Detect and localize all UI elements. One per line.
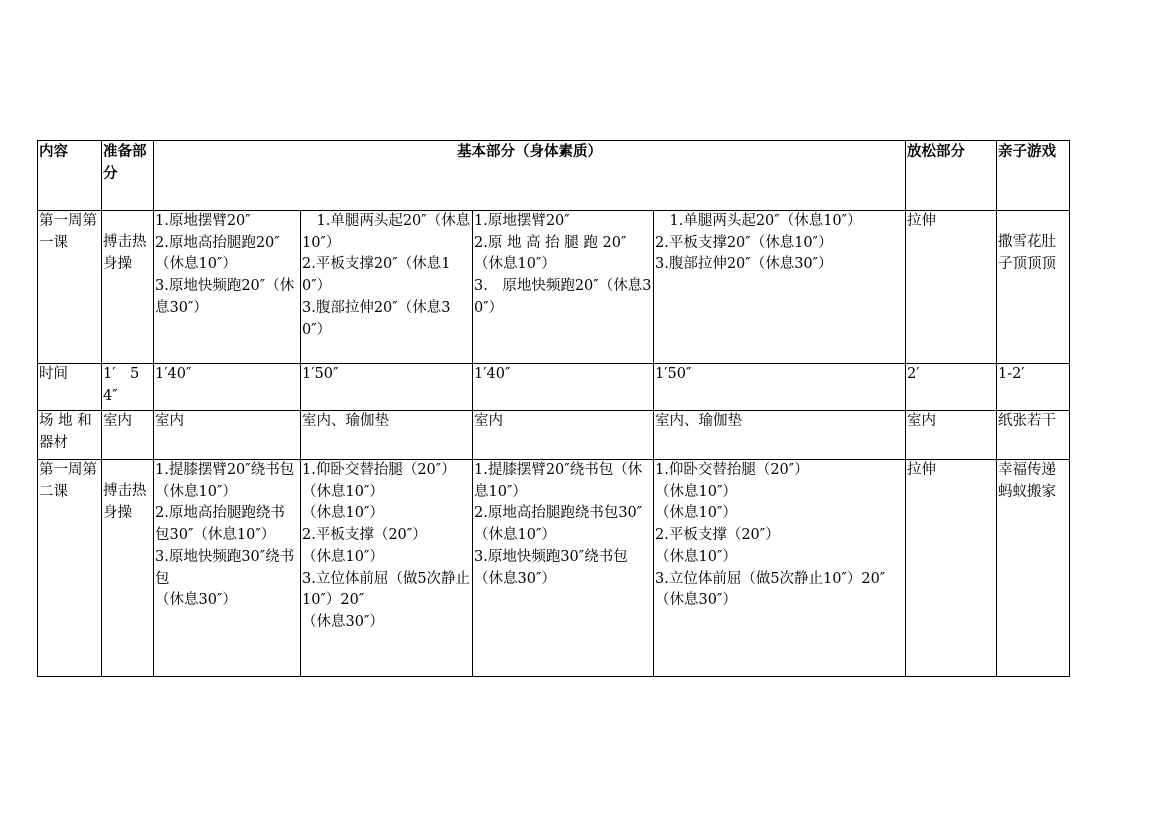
lesson2-col4-item: （休息10″）	[655, 505, 737, 522]
lesson2-col4-item: （休息30″）	[655, 592, 737, 609]
time-row	[38, 364, 1070, 411]
lesson1-col2-item: 1.单腿两头起20″（休息10″）	[302, 213, 471, 251]
lesson1-col4-item: 2.平板支撑20″（休息10″）	[655, 234, 833, 251]
time-col4: 1′50″	[654, 364, 906, 411]
lesson2-relax: 拉伸	[906, 460, 997, 677]
lesson2-col2	[301, 460, 473, 677]
lesson1-col2-item: 2.平板支撑20″（休息10″）	[302, 256, 451, 295]
lesson1-col3-item: 3. 原地快频跑20″（休息30″）	[474, 278, 652, 316]
lesson2-col4	[654, 460, 906, 677]
equip-col2: 室内、瑜伽垫	[301, 411, 473, 460]
header-row	[38, 141, 1070, 211]
equip-relax: 室内	[906, 411, 997, 460]
lesson1-relax: 拉伸	[906, 211, 997, 364]
time-relax: 2′	[906, 364, 997, 411]
header-relax: 放松部分	[906, 141, 997, 211]
lesson2-col4-item: 1.仰卧交替抬腿（20″）	[655, 462, 809, 478]
equip-col3: 室内	[473, 411, 654, 460]
lesson1-col4-item: 3.腹部拉伸20″（休息30″）	[655, 256, 833, 273]
lesson1-row	[38, 211, 1070, 364]
lesson2-col2-item: 1.仰卧交替抬腿（20″）	[302, 462, 456, 478]
time-warmup: 1′ 54″	[102, 364, 154, 411]
time-label: 时间	[38, 364, 102, 411]
lesson1-col4	[654, 211, 906, 364]
lesson2-col1-item: 3.原地快频跑30″绕书包	[155, 548, 295, 587]
lesson1-col1	[154, 211, 301, 364]
lesson2-col1-item: 1.提膝摆臂20″绕书包（休息10″）	[155, 462, 295, 500]
lesson2-col2-item: 2.平板支撑（20″）	[302, 527, 427, 544]
lesson2-col2-item: （休息30″）	[302, 613, 384, 630]
time-col1: 1′40″	[154, 364, 301, 411]
header-warmup: 准备部分	[102, 141, 154, 211]
lesson2-row	[38, 460, 1070, 677]
equip-game: 纸张若干	[997, 411, 1070, 460]
equip-label: 场 地 和器材	[38, 411, 102, 460]
lesson1-col3-item: 2.原 地 高 抬 腿 跑 20″（休息10″）	[474, 234, 627, 273]
lesson1-warmup: 搏击热身操	[102, 211, 154, 364]
lesson2-col1	[154, 460, 301, 677]
lesson1-col1-item: 2.原地高抬腿跑20″（休息10″）	[155, 234, 280, 273]
lesson2-col1-item: 2.原地高抬腿跑绕书包30″（休息10″）	[155, 505, 285, 544]
lesson2-col3-item: 3.原地快频跑30″绕书包（休息30″）	[474, 548, 628, 587]
lesson2-col1-item: （休息30″）	[155, 592, 237, 609]
time-col3: 1′40″	[473, 364, 654, 411]
lesson2-label: 第一周第二课	[38, 460, 102, 677]
lesson2-col2-item: （休息10″）	[302, 483, 384, 500]
lesson2-col2-item: 3.立位体前屈（做5次静止10″）20″	[302, 570, 471, 609]
header-main: 基本部分（身体素质）	[154, 141, 906, 211]
header-content: 内容	[38, 141, 102, 211]
lesson1-col1-item: 1.原地摆臂20″	[155, 213, 251, 229]
lesson1-col2-item: 3.腹部拉伸20″（休息30″）	[302, 299, 451, 338]
equip-col1: 室内	[154, 411, 301, 460]
time-game: 1-2′	[997, 364, 1070, 411]
lesson2-col3	[473, 460, 654, 677]
lesson1-col3-item: 1.原地摆臂20″	[474, 213, 570, 229]
lesson1-label: 第一周第一课	[38, 211, 102, 364]
lesson2-col4-item: （休息10″）	[655, 483, 737, 500]
lesson1-col2	[301, 211, 473, 364]
time-col2: 1′50″	[301, 364, 473, 411]
lesson1-col1-item: 3.原地快频跑20″（休息30″）	[155, 278, 295, 316]
equip-col4: 室内、瑜伽垫	[654, 411, 906, 460]
lesson2-col4-item: 3.立位体前屈（做5次静止10″）20″	[655, 570, 886, 587]
lesson1-col4-item: 1.单腿两头起20″（休息10″）	[655, 213, 862, 229]
lesson2-col3-item: 2.原地高抬腿跑绕书包30″（休息10″）	[474, 505, 643, 544]
equipment-row	[38, 411, 1070, 460]
equip-warmup: 室内	[102, 411, 154, 460]
lesson2-col3-item: 1.提膝摆臂20″绕书包（休息10″）	[474, 462, 643, 500]
lesson2-col2-item: （休息10″）	[302, 505, 384, 522]
lesson2-col4-item: 2.平板支撑（20″）	[655, 527, 780, 544]
lesson-schedule-table	[37, 140, 1070, 677]
lesson2-game: 幸福传递蚂蚁搬家	[997, 460, 1070, 677]
header-game: 亲子游戏	[997, 141, 1070, 211]
lesson1-game: 撒雪花肚子顶顶顶	[997, 211, 1070, 364]
lesson2-warmup: 搏击热身操	[102, 460, 154, 677]
lesson1-col3	[473, 211, 654, 364]
lesson2-col2-item: （休息10″）	[302, 548, 384, 565]
lesson2-col4-item: （休息10″）	[655, 548, 737, 565]
